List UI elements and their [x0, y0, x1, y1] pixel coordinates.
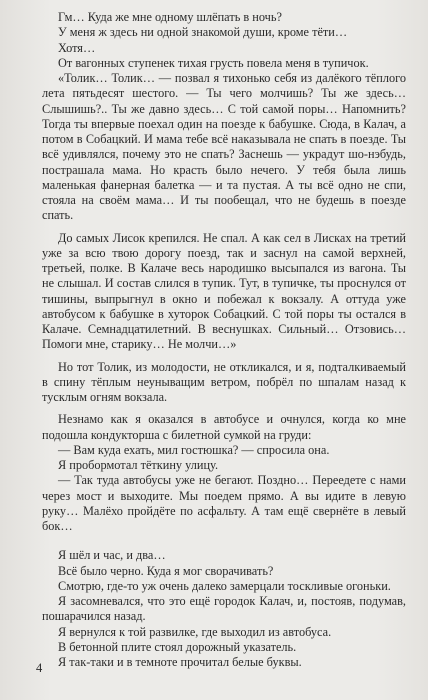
paragraph: Хотя…	[58, 40, 96, 55]
paragraph: От вагонных ступенек тихая грусть повела меня в тупичок.	[58, 55, 369, 70]
paragraph: У меня ж здесь ни одной знакомой души, кроме тёти…	[58, 25, 348, 40]
page-number: 4	[36, 661, 43, 675]
paragraph: «Толик… Толик… — позвал я тихонько себя из далёкого тёплого лета пятьдесят шестого. — Ты чего молчишь? Ты же здесь… Слышишь?.. Ты же давно здесь… С той самой поры… Напомнить? Тогда ты впервые поехал один на поезде к бабушке. Сюда, в Калач, а потом в Собацкий. И мама тебе всё наказывала не спать в поезде. Ты всё удивлялся, почему это не спать? Заснешь — украдут шо-нэбудь, пострашала мама. Но красть было нечего. У тебя была лишь маленькая фанерная балетка — и та пустая. А ты всё одно не спи, стояла на своём мама… И ты пообещал, что не будешь в поезде спать.	[42, 71, 406, 223]
paragraph: До самых Лисок крепился. Не спал. А как сел в Лисках на третий уже за всю твою дорогу поезд, так и заснул на самой верхней, третьей, полке. В Калаче весь народишко высыпался из вагона. Ты не слышал. И состав слился в тупик. Тут, в тупичке, ты проснулся от тишины, выпрыгнул в окно и побежал к вокзалу. А оттуда уже автобусом к бабушке в хуторок Собацкий. С той поры ты остался в Калаче. Семнадцатилетний. В веснушках. Сильный… Отзовись… Помоги мне, старику… Не молчи…»	[42, 230, 406, 352]
paragraph: Всё было черно. Куда я мог сворачивать?	[58, 563, 274, 578]
page-text	[42, 10, 406, 670]
paragraph: Гм… Куда же мне одному шлёпать в ночь?	[58, 10, 282, 24]
paragraph: Но тот Толик, из молодости, не откликался, и я, подталкиваемый в спину тёплым неуныващим ветром, побрёл по шпалам назад к тусклым огням вокзала.	[42, 359, 406, 404]
paragraph: Незнамо как я оказался в автобусе и очнулся, когда ко мне подошла кондукторша с билетной сумкой на груди:	[42, 412, 406, 442]
paragraph: Я засомневался, что это ещё городок Калач, и, постояв, подумав, пошарачился назад.	[42, 594, 406, 624]
paragraph: Я шёл и час, и два…	[58, 548, 166, 563]
paragraph: Я пробормотал тёткину улицу.	[58, 458, 219, 472]
paragraph: Я вернулся к той развилке, где выходил из автобуса.	[58, 624, 332, 639]
paragraph: Смотрю, где-то уж очень далеко замерцали тоскливые огоньки.	[58, 578, 391, 593]
paragraph: — Так туда автобусы уже не бегают. Поздно… Переедете с нами через мост и выходите. Мы поедем прямо. А вы идите в левую руку… Малёхо пройдёте по асфальту. А там ещё свернёте в левый бок…	[42, 473, 406, 533]
paragraph: В бетонной плите стоял дорожный указатель.	[58, 639, 297, 654]
paragraph: Я так-таки и в темноте прочитал белые буквы.	[58, 655, 302, 669]
paragraph: — Вам куда ехать, мил гостюшка? — спросила она.	[58, 442, 330, 457]
